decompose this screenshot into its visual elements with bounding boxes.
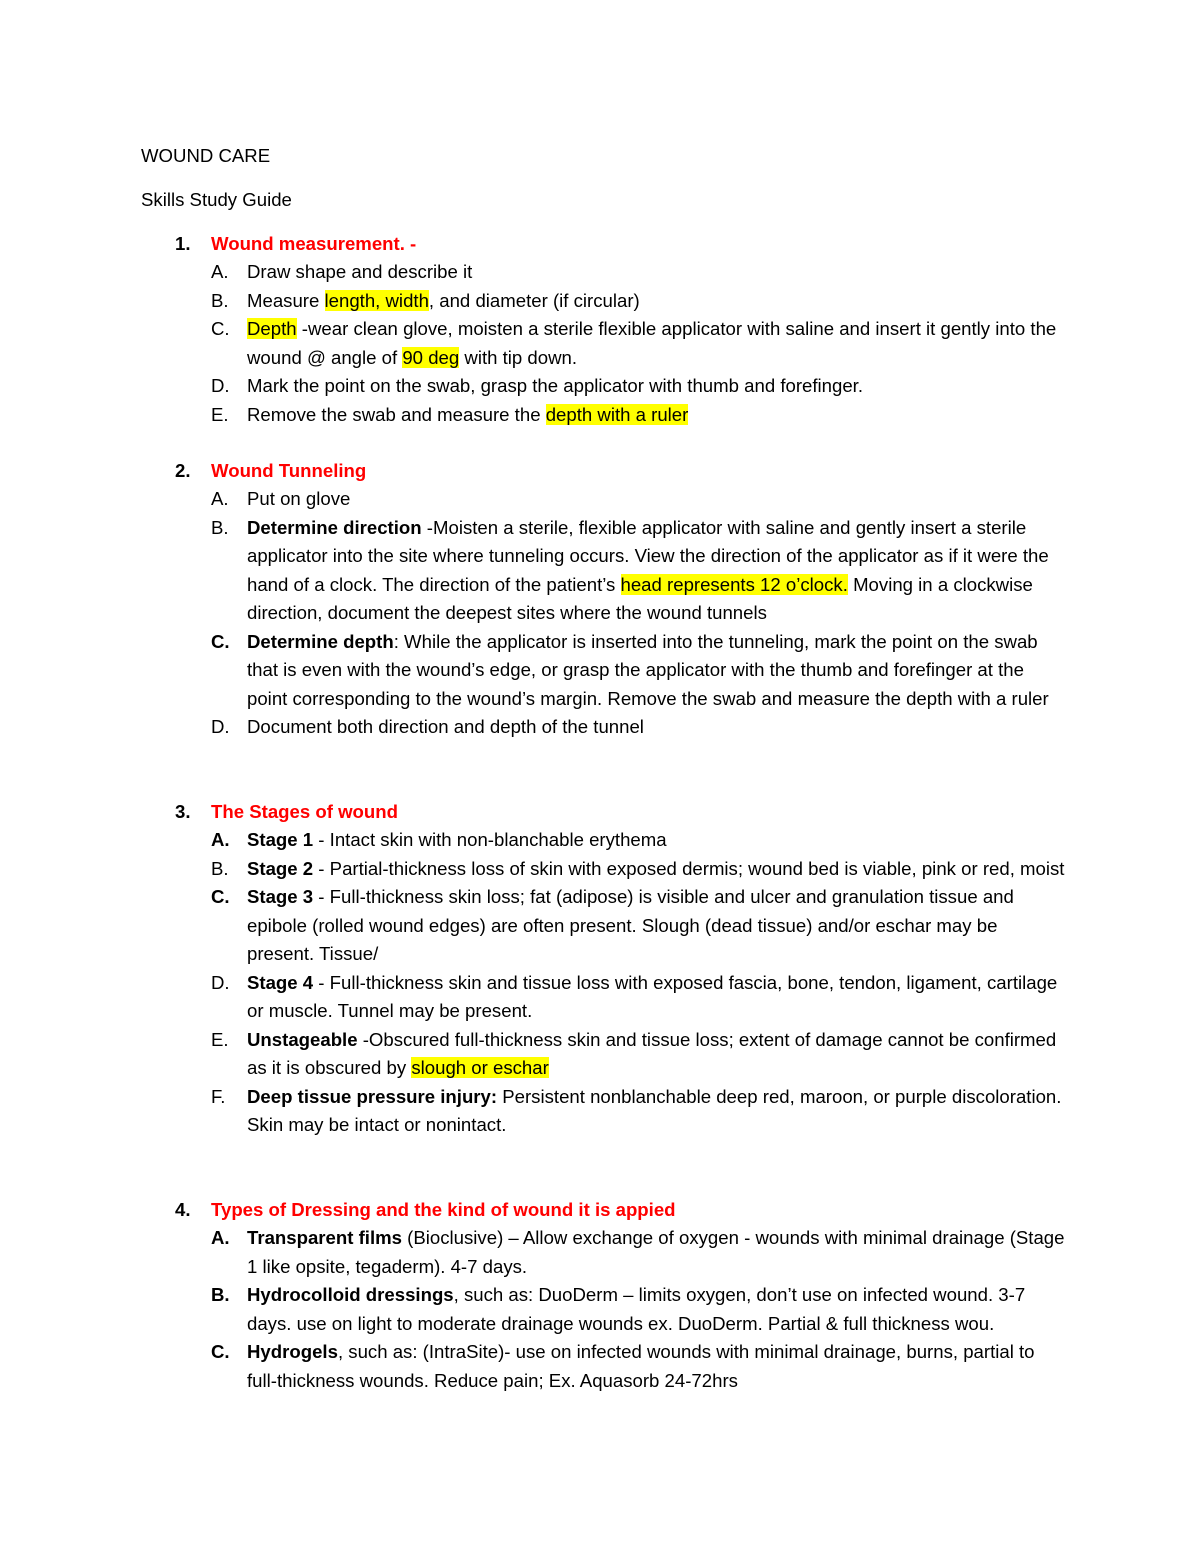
highlighted-text: Depth <box>247 318 297 339</box>
bold-term: Stage 4 <box>247 971 314 993</box>
item-letter: F. <box>211 1085 226 1107</box>
item-text <box>247 514 1067 628</box>
section-heading: The Stages of wound <box>211 801 398 822</box>
item-letter: E. <box>211 1028 229 1050</box>
item-text <box>247 1338 1067 1395</box>
list-item <box>0 883 1200 969</box>
list-item <box>0 826 1200 855</box>
item-letter: C. <box>211 886 230 907</box>
item-text <box>247 826 1067 855</box>
list-item <box>0 258 1200 287</box>
list-item <box>0 1338 1200 1395</box>
item-letter: B. <box>211 289 229 311</box>
item-letter: D. <box>211 716 230 737</box>
section-number: 1. <box>175 233 191 254</box>
list-item <box>0 713 1200 742</box>
text-run: Measure <box>247 289 325 311</box>
item-text <box>247 713 1067 742</box>
item-letter: B. <box>211 1284 230 1305</box>
item-text <box>247 315 1067 372</box>
section-heading: Types of Dressing and the kind of wound it is appied <box>211 1199 676 1220</box>
section-heading: Wound Tunneling <box>211 460 367 481</box>
text-run: -Moisten a sterile, flexible applicator with saline and gently insert a sterile applicator into the site where tunneling occurs. View the direction of the applicator as if it were the hand of a clock. The direction of the patient’s <box>247 516 1049 595</box>
list-item <box>0 485 1200 514</box>
item-text <box>247 883 1067 969</box>
list-item <box>0 855 1200 884</box>
section-number: 2. <box>175 460 191 481</box>
section-item-list <box>0 826 1200 1140</box>
bold-term: Determine depth <box>247 630 394 652</box>
text-run: -wear clean glove, moisten a sterile flexible applicator with saline and insert it gently into the wound @ angle of <box>247 318 1057 368</box>
item-text <box>247 1224 1067 1281</box>
document-title: WOUND CARE <box>141 145 271 166</box>
item-letter: C. <box>211 318 230 339</box>
item-text <box>247 401 1067 430</box>
item-text <box>247 1281 1067 1338</box>
text-run: with tip down. <box>459 346 578 368</box>
item-text <box>247 855 1067 884</box>
item-text <box>247 969 1067 1026</box>
text-run: : While the applicator is inserted into the tunneling, mark the point on the swab that is even with the wound’s edge, or grasp the applicator with the thumb and forefinger at the point corresponding to the wound’s margin. Remove the swab and measure the depth with a ruler <box>247 630 1049 709</box>
section-item-list <box>0 1224 1200 1395</box>
list-item <box>0 315 1200 372</box>
item-text <box>247 485 1067 514</box>
text-run: Draw shape and describe it <box>247 261 473 282</box>
text-run: Put on glove <box>247 488 351 509</box>
list-item <box>0 1026 1200 1083</box>
list-item <box>0 969 1200 1026</box>
item-text <box>247 1083 1067 1140</box>
item-letter: D. <box>211 375 230 396</box>
bold-term: Hydrocolloid dressings <box>247 1284 454 1305</box>
section-heading: Wound measurement. - <box>211 233 417 254</box>
list-item <box>0 628 1200 714</box>
highlighted-text: slough or eschar <box>411 1057 549 1078</box>
bold-term: Stage 1 <box>247 829 314 850</box>
bold-term: Hydrogels <box>247 1341 338 1362</box>
text-run: - Intact skin with non-blanchable erythema <box>313 829 667 850</box>
text-run: -Obscured full-thickness skin and tissue loss; extent of damage cannot be confirmed as it is obscured by <box>247 1028 1057 1078</box>
bold-term: Stage 3 <box>247 886 314 907</box>
item-letter: E. <box>211 403 229 425</box>
item-letter: D. <box>211 971 230 993</box>
highlighted-text: depth with a ruler <box>545 403 689 425</box>
text-run: Document both direction and depth of the tunnel <box>247 716 644 737</box>
bold-term: Stage 2 <box>247 857 314 879</box>
list-item <box>0 372 1200 401</box>
item-text <box>247 258 1067 287</box>
item-letter: A. <box>211 488 229 509</box>
item-text <box>247 372 1067 401</box>
section-number: 4. <box>175 1199 191 1220</box>
item-letter: B. <box>211 857 229 879</box>
item-text <box>247 287 1067 316</box>
list-item <box>0 287 1200 316</box>
bold-term: Unstageable <box>247 1028 358 1050</box>
text-run: (Bioclusive) – Allow exchange of oxygen - wounds with minimal drainage (Stage 1 like opsite, tegaderm). 4-7 days. <box>247 1227 1065 1277</box>
item-letter: A. <box>211 261 229 282</box>
list-item <box>0 1224 1200 1281</box>
highlighted-text: head represents 12 o’clock. <box>620 573 848 595</box>
text-run: - Full-thickness skin loss; fat (adipose) is visible and ulcer and granulation tissue and epibole (rolled wound edges) are often present. Slough (dead tissue) and/or eschar may be present. Tissue/ <box>247 886 1014 964</box>
list-item <box>0 1281 1200 1338</box>
list-item <box>0 401 1200 430</box>
section-number: 3. <box>175 801 191 822</box>
item-letter: A. <box>211 1227 230 1248</box>
list-item <box>0 1083 1200 1140</box>
item-text <box>247 628 1067 714</box>
text-run: , such as: DuoDerm – limits oxygen, don’t use on infected wound. 3-7 days. use on light to moderate drainage wounds ex. DuoDerm. Partial & full thickness wou. <box>247 1284 1026 1334</box>
text-run: Remove the swab and measure the <box>247 403 546 425</box>
item-letter: C. <box>211 1341 230 1362</box>
item-letter: B. <box>211 516 229 538</box>
item-letter: A. <box>211 829 230 850</box>
highlighted-text: 90 deg <box>402 346 460 368</box>
bold-term: Deep tissue pressure injury: <box>247 1085 498 1107</box>
item-letter: C. <box>211 630 230 652</box>
section-item-list <box>0 258 1200 429</box>
list-item <box>0 514 1200 628</box>
text-run: - Partial-thickness loss of skin with exposed dermis; wound bed is viable, pink or red, moist <box>313 857 1065 879</box>
bold-term: Determine direction <box>247 516 422 538</box>
bold-term: Transparent films <box>247 1227 402 1248</box>
text-run: Moving in a clockwise direction, document the deepest sites where the wound tunnels <box>247 573 1033 623</box>
item-text <box>247 1026 1067 1083</box>
section-item-list <box>0 485 1200 742</box>
text-run: Persistent nonblanchable deep red, maroon, or purple discoloration. Skin may be intact or nonintact. <box>247 1085 1062 1135</box>
highlighted-text: length, width <box>324 289 429 311</box>
text-run: , such as: (IntraSite)- use on infected wounds with minimal drainage, burns, partial to full-thickness wounds. Reduce pain; Ex. Aquasorb 24-72hrs <box>247 1341 1035 1391</box>
text-run: , and diameter (if circular) <box>428 289 640 311</box>
text-run: Mark the point on the swab, grasp the applicator with thumb and forefinger. <box>247 375 864 396</box>
document-subtitle: Skills Study Guide <box>141 189 292 210</box>
text-run: - Full-thickness skin and tissue loss with exposed fascia, bone, tendon, ligament, cartilage or muscle. Tunnel may be present. <box>247 971 1058 1021</box>
